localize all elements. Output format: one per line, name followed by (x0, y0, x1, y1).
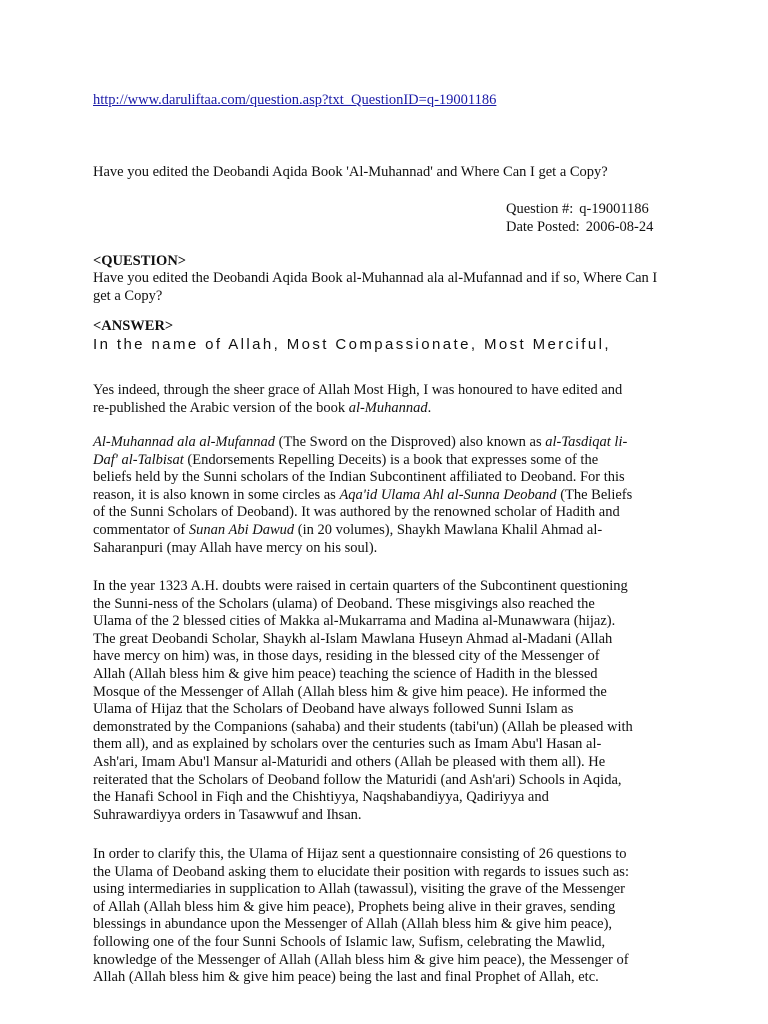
paragraph-1-line: Yes indeed, through the sheer grace of Allah Most High, I was honoured to have edited and (93, 382, 623, 398)
paragraph-3 (93, 578, 673, 824)
paragraph-3-line: Ulama of the 2 blessed cities of Makka al-Mukarrama and Madina al-Munawwara (hijaz). (93, 613, 616, 630)
paragraph-1-line (93, 400, 673, 418)
paragraph-2 (93, 434, 673, 557)
paragraph-1 (93, 382, 673, 417)
question-meta (506, 200, 653, 236)
text-run: (The Sword on the Disproved) also known as (275, 434, 546, 450)
book-title-italic: al-Tasdiqat li- (545, 434, 628, 450)
paragraph-4-line: the Ulama of Deoband asking them to elucidate their position with regards to issues such as: (93, 863, 629, 880)
paragraph-2-line: beliefs held by the Sunni scholars of the Indian Subcontinent affiliated to Deoband. For this (93, 469, 625, 486)
book-title-italic: Daf' al-Talbisat (93, 451, 184, 468)
question-number-value: q-19001186 (579, 201, 649, 217)
paragraph-3-line: In the year 1323 A.H. doubts were raised in certain quarters of the Subcontinent questioning (93, 578, 628, 594)
paragraph-4-line: following one of the four Sunni Schools of Islamic law, Sufism, celebrating the Mawlid, (93, 933, 606, 950)
paragraph-3-line: The great Deobandi Scholar, Shaykh al-Islam Mawlana Huseyn Ahmad al-Madani (Allah (93, 630, 613, 647)
paragraph-4-line: Allah (Allah bless him & give him peace) being the last and final Prophet of Allah, etc. (93, 969, 599, 986)
paragraph-3-line: them all), and as explained by scholars over the centuries such as Imam Abu'l Hasan al- (93, 736, 602, 753)
paragraph-4-line: of Allah (Allah bless him & give him peace), Prophets being alive in their graves, sending (93, 898, 616, 915)
text-run: (Endorsements Repelling Deceits) is a book that expresses some of the (183, 451, 599, 468)
paragraph-2-line: of the Sunni Scholars of Deoband). It was authored by the renowned scholar of Hadith and (93, 504, 620, 521)
date-posted-label: Date Posted: (506, 219, 580, 235)
question-heading: <QUESTION> (93, 253, 187, 269)
paragraph-4-line: using intermediaries in supplication to Allah (tawassul), visiting the grave of the Messenger (93, 881, 625, 898)
basmala-line: In the name of Allah, Most Compassionate, Most Merciful, (93, 336, 611, 353)
paragraph-4-line: knowledge of the Messenger of Allah (Allah bless him & give him peace), the Messenger of (93, 951, 629, 968)
question-text: Have you edited the Deobandi Aqida Book al-Muhannad ala al-Mufannad and if so, Where Can I get a Copy? (93, 270, 658, 304)
paragraph-3-line: Allah (Allah bless him & give him peace) teaching the science of Hadith in the blessed (93, 665, 598, 682)
paragraph-3-line: Ash'ari, Imam Abu'l Mansur al-Maturidi and others (Allah be pleased with them all). He (93, 753, 606, 770)
date-posted-row (506, 218, 653, 236)
paragraph-2-line (93, 522, 673, 540)
paragraph-2-line (93, 487, 673, 505)
paragraph-3-line: the Sunni-ness of the Scholars (ulama) of Deoband. These misgivings also reached the (93, 595, 595, 612)
answer-heading: <ANSWER> (93, 318, 174, 334)
paragraph-3-line: the Hanafi School in Fiqh and the Chishtiyya, Naqshabandiyya, Qadiriyya and (93, 789, 549, 806)
book-title-italic: al-Muhannad (348, 399, 428, 416)
paragraph-3-line: Ulama of Hijaz that the Scholars of Deoband have always followed Sunni Islam as (93, 701, 574, 718)
book-title-italic: Sunan Abi Dawud (188, 521, 295, 538)
question-title: Have you edited the Deobandi Aqida Book 'Al-Muhannad' and Where Can I get a Copy? (93, 164, 608, 180)
text-run: re-published the Arabic version of the book (93, 399, 349, 416)
paragraph-3-line: demonstrated by the Companions (sahaba) and their students (tabi'un) (Allah be pleased with (93, 718, 633, 735)
question-number-label: Question #: (506, 201, 574, 217)
text-run: (in 20 volumes), Shaykh Mawlana Khalil Ahmad al- (294, 521, 603, 538)
paragraph-4-line: blessings in abundance upon the Messenger of Allah (Allah bless him & give him peace), (93, 916, 613, 933)
paragraph-4-line: In order to clarify this, the Ulama of Hijaz sent a questionnaire consisting of 26 questions to (93, 846, 627, 862)
paragraph-2-line (93, 434, 673, 452)
book-title-italic: Al-Muhannad ala al-Mufannad (93, 434, 276, 450)
book-title-italic: Aqa'id Ulama Ahl al-Sunna Deoband (339, 486, 557, 503)
text-run: (The Beliefs (556, 486, 633, 503)
paragraph-3-line: Mosque of the Messenger of Allah (Allah bless him & give him peace). He informed the (93, 683, 607, 700)
paragraph-3-line: Suhrawardiyya orders in Tasawwuf and Ihsan. (93, 806, 362, 823)
date-posted-value: 2006-08-24 (585, 219, 654, 235)
paragraph-2-line (93, 452, 673, 470)
text-run: . (427, 399, 432, 416)
source-url-link[interactable]: http://www.daruliftaa.com/question.asp?txt_QuestionID=q-19001186 (93, 92, 497, 108)
paragraph-3-line: reiterated that the Scholars of Deoband follow the Maturidi (and Ash'ari) Schools in Aqida, (93, 771, 622, 788)
paragraph-3-line: have mercy on him) was, in those days, residing in the blessed city of the Messenger of (93, 648, 600, 665)
paragraph-4 (93, 846, 673, 987)
question-number-row (506, 200, 653, 218)
text-run: commentator of (93, 521, 189, 538)
text-run: reason, it is also known in some circles as (93, 486, 340, 503)
paragraph-2-line: Saharanpuri (may Allah have mercy on his soul). (93, 539, 378, 556)
